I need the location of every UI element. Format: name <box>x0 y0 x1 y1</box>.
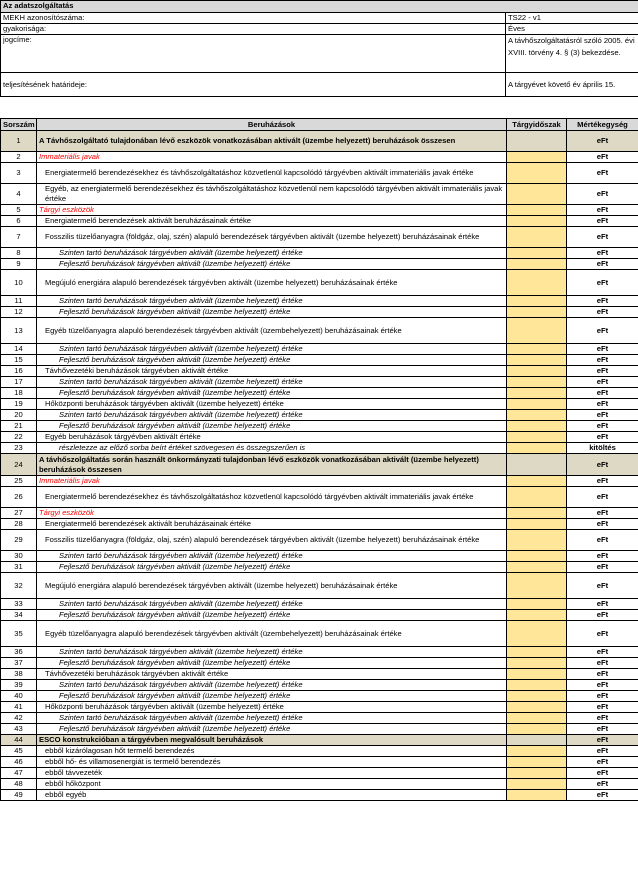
row-number: 45 <box>1 746 37 757</box>
row-description: Fejlesztő beruházások tárgyévben aktivált (üzembe helyezett) értéke <box>37 562 507 573</box>
row-description: Megújuló energiára alapuló berendezések tárgyévben aktivált (üzembe helyezett) beruházásainak értéke <box>37 270 507 296</box>
row-unit: eFt <box>567 621 638 647</box>
target-period-input[interactable] <box>507 270 567 296</box>
row-description: Immateriális javak <box>37 152 507 163</box>
row-unit: eFt <box>567 519 638 530</box>
table-row <box>1 691 638 702</box>
table-row <box>1 658 638 669</box>
target-period-input[interactable] <box>507 647 567 658</box>
table-row <box>1 487 638 508</box>
row-unit: eFt <box>567 344 638 355</box>
table-row <box>1 205 638 216</box>
row-unit: eFt <box>567 610 638 621</box>
row-unit: eFt <box>567 702 638 713</box>
row-unit: kitöltés <box>567 443 638 454</box>
row-description: Tárgyi eszközök <box>37 508 507 519</box>
row-description: Fejlesztő beruházások tárgyévben aktivált (üzembe helyezett) értéke <box>37 388 507 399</box>
table-row <box>1 551 638 562</box>
row-number: 35 <box>1 621 37 647</box>
row-description: Fejlesztő beruházások tárgyévben aktivált (üzembe helyezett) értéke <box>37 307 507 318</box>
table-row <box>1 680 638 691</box>
row-number: 43 <box>1 724 37 735</box>
row-number: 28 <box>1 519 37 530</box>
target-period-input[interactable] <box>507 259 567 270</box>
table-row <box>1 344 638 355</box>
row-unit: eFt <box>567 421 638 432</box>
table-row <box>1 790 638 801</box>
row-description: ebből hő- és villamosenergiát is termelő berendezés <box>37 757 507 768</box>
target-period-input[interactable] <box>507 621 567 647</box>
row-description: Szinten tartó beruházások tárgyévben aktivált (üzembe helyezett) értéke <box>37 344 507 355</box>
table-row <box>1 573 638 599</box>
target-period-input[interactable] <box>507 344 567 355</box>
row-unit: eFt <box>567 388 638 399</box>
row-number: 41 <box>1 702 37 713</box>
row-description: Egyéb tüzelőanyagra alapuló berendezések tárgyévben aktivált (üzembehelyezett) beruházásainak értéke <box>37 318 507 344</box>
row-description: ESCO konstrukcióban a tárgyévben megvalósult beruházások <box>37 735 507 746</box>
row-number: 37 <box>1 658 37 669</box>
row-description: Szinten tartó beruházások tárgyévben aktivált (üzembe helyezett) értéke <box>37 296 507 307</box>
row-number: 11 <box>1 296 37 307</box>
row-description: Fejlesztő beruházások tárgyévben aktivált (üzembe helyezett) értéke <box>37 421 507 432</box>
row-unit: eFt <box>567 355 638 366</box>
row-description: Fejlesztő beruházások tárgyévben aktivált (üzembe helyezett) értéke <box>37 724 507 735</box>
target-period-input[interactable] <box>507 163 567 184</box>
target-period-input[interactable] <box>507 551 567 562</box>
row-description: Szinten tartó beruházások tárgyévben aktivált (üzembe helyezett) értéke <box>37 647 507 658</box>
row-number: 16 <box>1 366 37 377</box>
row-description: Megújuló energiára alapuló berendezések tárgyévben aktivált (üzembe helyezett) beruházásainak értéke <box>37 573 507 599</box>
table-row <box>1 410 638 421</box>
table-row <box>1 454 638 476</box>
table-row <box>1 669 638 680</box>
row-unit: eFt <box>567 454 638 476</box>
target-period-input[interactable] <box>507 410 567 421</box>
row-description: Tárgyi eszközök <box>37 205 507 216</box>
table-row <box>1 724 638 735</box>
row-number: 19 <box>1 399 37 410</box>
target-period-input[interactable] <box>507 454 567 476</box>
row-description: Fosszilis tüzelőanyagra (földgáz, olaj, szén) alapuló berendezések tárgyévben aktivált (üzembe helyezett) beruházásainak értéke <box>37 227 507 248</box>
row-unit: eFt <box>567 691 638 702</box>
table-row <box>1 768 638 779</box>
table-row <box>1 131 638 152</box>
col-header-target-period: Tárgyidőszak <box>507 119 567 131</box>
header-label-frequency: gyakorisága: <box>1 24 506 35</box>
row-description: A Távhőszolgáltató tulajdonában lévő eszközök vonatkozásában aktivált (üzembe helyezett) beruházások összesen <box>37 131 507 152</box>
row-unit: eFt <box>567 163 638 184</box>
row-unit: eFt <box>567 307 638 318</box>
target-period-input[interactable] <box>507 296 567 307</box>
row-number: 38 <box>1 669 37 680</box>
target-period-input[interactable] <box>507 768 567 779</box>
row-unit: eFt <box>567 248 638 259</box>
row-number: 48 <box>1 779 37 790</box>
row-unit: eFt <box>567 270 638 296</box>
row-description: Szinten tartó beruházások tárgyévben aktivált (üzembe helyezett) értéke <box>37 680 507 691</box>
table-row <box>1 562 638 573</box>
table-row <box>1 779 638 790</box>
row-description: ebből egyéb <box>37 790 507 801</box>
table-row <box>1 366 638 377</box>
header-value-frequency: Éves <box>506 24 638 35</box>
row-description: Fejlesztő beruházások tárgyévben aktivált (üzembe helyezett) értéke <box>37 610 507 621</box>
row-number: 7 <box>1 227 37 248</box>
row-description: Távhővezetéki beruházások tárgyévben aktivált értéke <box>37 366 507 377</box>
row-unit: eFt <box>567 399 638 410</box>
target-period-input[interactable] <box>507 713 567 724</box>
row-number: 49 <box>1 790 37 801</box>
row-unit: eFt <box>567 508 638 519</box>
row-unit: eFt <box>567 790 638 801</box>
table-row <box>1 432 638 443</box>
row-number: 15 <box>1 355 37 366</box>
header-label-deadline: teljesítésének határideje: <box>1 73 506 97</box>
header-value-id: TS22 - v1 <box>506 13 638 24</box>
row-number: 34 <box>1 610 37 621</box>
row-number: 9 <box>1 259 37 270</box>
row-description: Szinten tartó beruházások tárgyévben aktivált (üzembe helyezett) értéke <box>37 599 507 610</box>
table-row <box>1 318 638 344</box>
row-description: Egyéb beruházások tárgyévben aktivált értéke <box>37 432 507 443</box>
row-unit: eFt <box>567 432 638 443</box>
target-period-input[interactable] <box>507 519 567 530</box>
target-period-input[interactable] <box>507 669 567 680</box>
row-unit: eFt <box>567 713 638 724</box>
table-row <box>1 227 638 248</box>
row-description: Immateriális javak <box>37 476 507 487</box>
target-period-input[interactable] <box>507 573 567 599</box>
target-period-input[interactable] <box>507 432 567 443</box>
row-unit: eFt <box>567 131 638 152</box>
row-description: Fejlesztő beruházások tárgyévben aktivált (üzembe helyezett) értéke <box>37 658 507 669</box>
target-period-input[interactable] <box>507 757 567 768</box>
row-number: 20 <box>1 410 37 421</box>
table-body <box>1 131 638 801</box>
row-description: Szinten tartó beruházások tárgyévben aktivált (üzembe helyezett) értéke <box>37 551 507 562</box>
target-period-input[interactable] <box>507 399 567 410</box>
target-period-input[interactable] <box>507 377 567 388</box>
target-period-input[interactable] <box>507 307 567 318</box>
header-label-id: MEKH azonosítószáma: <box>1 13 506 24</box>
row-description: Egyéb tüzelőanyagra alapuló berendezések tárgyévben aktivált (üzembehelyezett) beruházásainak értéke <box>37 621 507 647</box>
row-number: 26 <box>1 487 37 508</box>
target-period-input[interactable] <box>507 702 567 713</box>
col-header-number: Sorszám <box>1 119 37 131</box>
table-row <box>1 163 638 184</box>
data-service-header <box>0 0 638 97</box>
target-period-input[interactable] <box>507 562 567 573</box>
row-number: 2 <box>1 152 37 163</box>
row-unit: eFt <box>567 410 638 421</box>
row-number: 44 <box>1 735 37 746</box>
target-period-input[interactable] <box>507 205 567 216</box>
table-row <box>1 355 638 366</box>
table-row <box>1 399 638 410</box>
row-unit: eFt <box>567 205 638 216</box>
col-header-unit: Mértékegység <box>567 119 638 131</box>
table-row <box>1 388 638 399</box>
row-number: 47 <box>1 768 37 779</box>
row-description: Energiatermelő berendezésekhez és távhőszolgáltatáshoz közvetlenül kapcsolódó tárgyévben aktivált immateriális javak értéke <box>37 487 507 508</box>
table-row <box>1 530 638 551</box>
table-row <box>1 443 638 454</box>
row-unit: eFt <box>567 259 638 270</box>
row-description: Fejlesztő beruházások tárgyévben aktivált (üzembe helyezett) értéke <box>37 355 507 366</box>
target-period-input[interactable] <box>507 131 567 152</box>
row-unit: eFt <box>567 680 638 691</box>
table-row <box>1 713 638 724</box>
row-description: Fejlesztő beruházások tárgyévben aktivált (üzembe helyezett) értéke <box>37 691 507 702</box>
row-number: 31 <box>1 562 37 573</box>
table-row <box>1 735 638 746</box>
row-unit: eFt <box>567 746 638 757</box>
row-unit: eFt <box>567 530 638 551</box>
target-period-input[interactable] <box>507 318 567 344</box>
table-row <box>1 599 638 610</box>
table-row <box>1 259 638 270</box>
table-row <box>1 248 638 259</box>
row-number: 5 <box>1 205 37 216</box>
target-period-input[interactable] <box>507 366 567 377</box>
row-description: ebből kizárólagosan hőt termelő berendezés <box>37 746 507 757</box>
table-row <box>1 476 638 487</box>
row-number: 46 <box>1 757 37 768</box>
row-number: 14 <box>1 344 37 355</box>
target-period-input[interactable] <box>507 658 567 669</box>
row-unit: eFt <box>567 573 638 599</box>
target-period-input[interactable] <box>507 724 567 735</box>
row-number: 18 <box>1 388 37 399</box>
row-description: Energiatermelő berendezések aktivált beruházásainak értéke <box>37 519 507 530</box>
col-header-description: Beruházások <box>37 119 507 131</box>
row-number: 32 <box>1 573 37 599</box>
row-number: 3 <box>1 163 37 184</box>
row-unit: eFt <box>567 735 638 746</box>
table-row <box>1 757 638 768</box>
table-row <box>1 377 638 388</box>
header-value-legal-basis: A távhőszolgáltatásról szóló 2005. évi XVIII. törvény 4. § (3) bekezdése. <box>506 35 638 73</box>
row-number: 42 <box>1 713 37 724</box>
table-row <box>1 610 638 621</box>
target-period-input[interactable] <box>507 790 567 801</box>
row-unit: eFt <box>567 318 638 344</box>
table-row <box>1 152 638 163</box>
row-number: 13 <box>1 318 37 344</box>
target-period-input[interactable] <box>507 508 567 519</box>
row-description: Szinten tartó beruházások tárgyévben aktivált (üzembe helyezett) értéke <box>37 410 507 421</box>
row-unit: eFt <box>567 296 638 307</box>
row-unit: eFt <box>567 669 638 680</box>
table-row <box>1 647 638 658</box>
row-unit: eFt <box>567 599 638 610</box>
row-description: Távhővezetéki beruházások tárgyévben aktivált értéke <box>37 669 507 680</box>
target-period-input[interactable] <box>507 735 567 746</box>
row-unit: eFt <box>567 152 638 163</box>
row-number: 8 <box>1 248 37 259</box>
row-number: 23 <box>1 443 37 454</box>
row-number: 1 <box>1 131 37 152</box>
table-row <box>1 508 638 519</box>
row-number: 24 <box>1 454 37 476</box>
row-number: 6 <box>1 216 37 227</box>
row-description: Hőközponti beruházások tárgyévben aktivált (üzembe helyezett) értéke <box>37 702 507 713</box>
row-unit: eFt <box>567 366 638 377</box>
row-description: Egyéb, az energiatermelő berendezésekhez és távhőszolgáltatáshoz közvetlenül nem kapcsolódó tárgyévben aktivált immateriális javak értéke <box>37 184 507 205</box>
row-number: 33 <box>1 599 37 610</box>
target-period-input[interactable] <box>507 421 567 432</box>
row-number: 29 <box>1 530 37 551</box>
table-row <box>1 519 638 530</box>
header-title: Az adatszolgáltatás <box>1 1 638 13</box>
target-period-input[interactable] <box>507 355 567 366</box>
row-unit: eFt <box>567 647 638 658</box>
table-row <box>1 421 638 432</box>
target-period-input[interactable] <box>507 216 567 227</box>
row-unit: eFt <box>567 476 638 487</box>
row-unit: eFt <box>567 487 638 508</box>
row-number: 39 <box>1 680 37 691</box>
row-unit: eFt <box>567 227 638 248</box>
table-row <box>1 702 638 713</box>
row-number: 40 <box>1 691 37 702</box>
header-label-legal-basis: jogcíme: <box>1 35 506 73</box>
row-number: 25 <box>1 476 37 487</box>
target-period-input[interactable] <box>507 476 567 487</box>
row-description: Hőközponti beruházások tárgyévben aktivált (üzembe helyezett) értéke <box>37 399 507 410</box>
table-row <box>1 746 638 757</box>
row-number: 30 <box>1 551 37 562</box>
row-description: Szinten tartó beruházások tárgyévben aktivált (üzembe helyezett) értéke <box>37 248 507 259</box>
row-description: Szinten tartó beruházások tárgyévben aktivált (üzembe helyezett) értéke <box>37 713 507 724</box>
row-unit: eFt <box>567 562 638 573</box>
row-unit: eFt <box>567 377 638 388</box>
row-description: Energiatermelő berendezések aktivált beruházásainak értéke <box>37 216 507 227</box>
row-number: 21 <box>1 421 37 432</box>
row-unit: eFt <box>567 779 638 790</box>
row-description: ebből távvezeték <box>37 768 507 779</box>
row-number: 27 <box>1 508 37 519</box>
target-period-input[interactable] <box>507 746 567 757</box>
row-description: ebből hőközpont <box>37 779 507 790</box>
row-number: 17 <box>1 377 37 388</box>
target-period-input[interactable] <box>507 599 567 610</box>
target-period-input[interactable] <box>507 227 567 248</box>
row-number: 12 <box>1 307 37 318</box>
table-row <box>1 307 638 318</box>
row-description: részletezze az előző sorba beírt értéket szövegesen és összegszerűen is <box>37 443 507 454</box>
row-description: Szinten tartó beruházások tárgyévben aktivált (üzembe helyezett) értéke <box>37 377 507 388</box>
row-description: Energiatermelő berendezésekhez és távhőszolgáltatáshoz közvetlenül kapcsolódó tárgyévben aktivált immateriális javak értéke <box>37 163 507 184</box>
target-period-input[interactable] <box>507 152 567 163</box>
row-unit: eFt <box>567 551 638 562</box>
target-period-input[interactable] <box>507 388 567 399</box>
investments-table <box>0 118 638 801</box>
table-row <box>1 621 638 647</box>
row-number: 36 <box>1 647 37 658</box>
table-row <box>1 216 638 227</box>
row-number: 22 <box>1 432 37 443</box>
header-value-deadline: A tárgyévet követő év április 15. <box>506 73 638 97</box>
target-period-input[interactable] <box>507 691 567 702</box>
target-period-input[interactable] <box>507 680 567 691</box>
target-period-input[interactable] <box>507 779 567 790</box>
target-period-input[interactable] <box>507 248 567 259</box>
row-unit: eFt <box>567 184 638 205</box>
target-period-input[interactable] <box>507 184 567 205</box>
row-number: 10 <box>1 270 37 296</box>
row-unit: eFt <box>567 216 638 227</box>
row-number: 4 <box>1 184 37 205</box>
target-period-input[interactable] <box>507 487 567 508</box>
row-unit: eFt <box>567 658 638 669</box>
row-description: Fosszilis tüzelőanyagra (földgáz, olaj, szén) alapuló berendezések tárgyévben aktivált (üzembe helyezett) beruházásainak értéke <box>37 530 507 551</box>
target-period-input[interactable] <box>507 530 567 551</box>
row-unit: eFt <box>567 768 638 779</box>
row-unit: eFt <box>567 724 638 735</box>
row-description: Fejlesztő beruházások tárgyévben aktivált (üzembe helyezett) értéke <box>37 259 507 270</box>
row-unit: eFt <box>567 757 638 768</box>
target-period-input[interactable] <box>507 610 567 621</box>
row-description: A távhőszolgáltatás során használt önkormányzati tulajdonban lévő eszközök vonatkozásában aktivált (üzembe helyezett) beruházások összesen <box>37 454 507 476</box>
table-row <box>1 270 638 296</box>
target-period-input[interactable] <box>507 443 567 454</box>
table-row <box>1 296 638 307</box>
table-row <box>1 184 638 205</box>
